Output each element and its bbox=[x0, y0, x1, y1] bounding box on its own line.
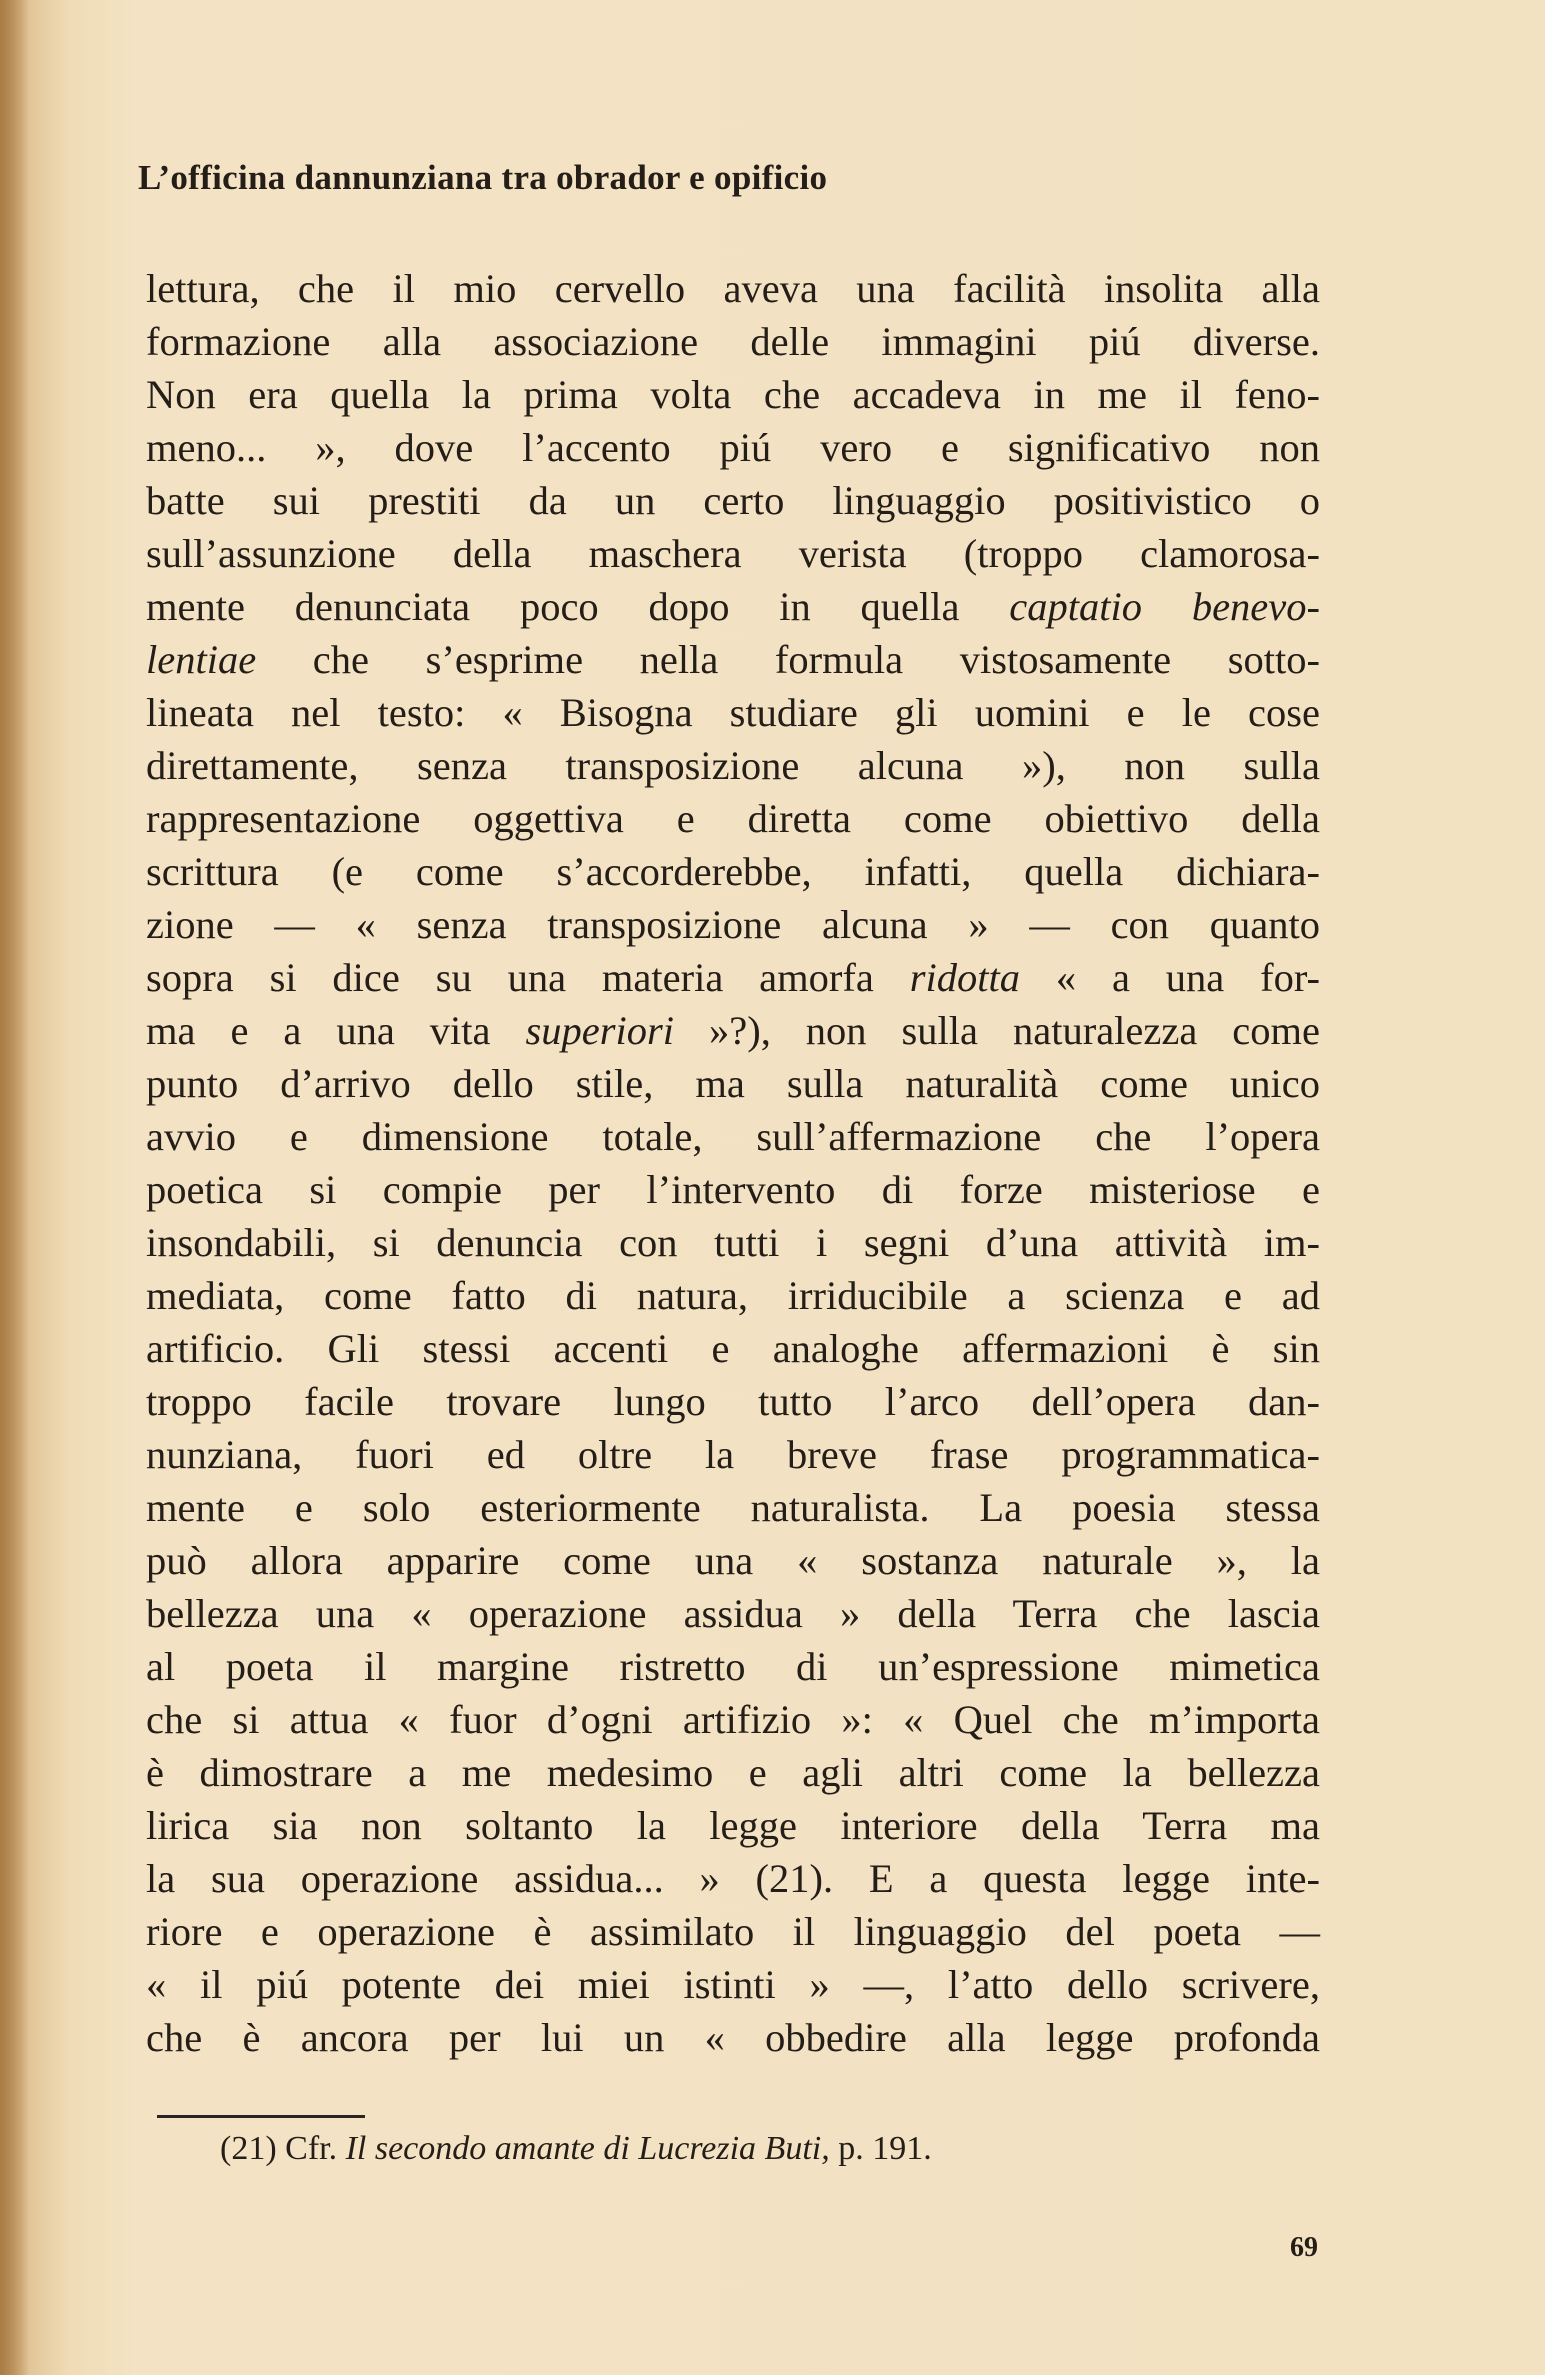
text-segment: « a una for- bbox=[1020, 955, 1320, 1000]
text-line bbox=[146, 421, 1320, 474]
text-line bbox=[146, 1163, 1320, 1216]
text-line bbox=[146, 686, 1320, 739]
text-line bbox=[146, 1428, 1320, 1481]
page-number: 69 bbox=[1290, 2232, 1318, 2263]
text-segment: lirica sia non soltanto la legge interiore della Terra ma bbox=[146, 1803, 1320, 1848]
text-line bbox=[146, 845, 1320, 898]
text-segment: lineata nel testo: « Bisogna studiare gli uomini e le cose bbox=[146, 690, 1320, 735]
text-segment: sopra si dice su una materia amorfa bbox=[146, 955, 910, 1000]
text-line bbox=[146, 739, 1320, 792]
footnote-number: (21) Cfr. bbox=[220, 2130, 338, 2167]
text-segment: sull’assunzione della maschera verista (troppo clamorosa- bbox=[146, 531, 1320, 576]
text-line bbox=[146, 1640, 1320, 1693]
text-line bbox=[146, 1481, 1320, 1534]
text-line bbox=[146, 1057, 1320, 1110]
text-segment: nunziana, fuori ed oltre la breve frase programmatica- bbox=[146, 1432, 1320, 1477]
text-line bbox=[146, 1534, 1320, 1587]
text-segment: è dimostrare a me medesimo e agli altri come la bellezza bbox=[146, 1750, 1320, 1795]
text-line bbox=[146, 633, 1320, 686]
text-line bbox=[146, 1746, 1320, 1799]
footnote-title: Il secondo amante di Lucrezia Buti, bbox=[345, 2130, 830, 2167]
footnote-rule bbox=[157, 2115, 365, 2118]
text-segment: punto d’arrivo dello stile, ma sulla naturalità come unico bbox=[146, 1061, 1320, 1106]
text-line bbox=[146, 951, 1320, 1004]
text-segment: mente e solo esteriormente naturalista. La poesia stessa bbox=[146, 1485, 1320, 1530]
text-segment: mente denunciata poco dopo in quella bbox=[146, 584, 1010, 629]
footnote-page: p. 191. bbox=[838, 2130, 932, 2167]
text-line bbox=[146, 1905, 1320, 1958]
text-segment: zione — « senza transposizione alcuna » — con quanto bbox=[146, 902, 1320, 947]
spine-shadow bbox=[0, 0, 30, 2375]
text-segment: insondabili, si denuncia con tutti i segni d’una attività im- bbox=[146, 1220, 1320, 1265]
text-line bbox=[146, 368, 1320, 421]
text-segment: »?), non sulla naturalezza come bbox=[674, 1008, 1320, 1053]
text-segment: direttamente, senza transposizione alcuna »), non sulla bbox=[146, 743, 1320, 788]
text-segment: che è ancora per lui un « obbedire alla legge profonda bbox=[146, 2015, 1320, 2060]
text-segment: al poeta il margine ristretto di un’espressione mimetica bbox=[146, 1644, 1320, 1689]
text-segment: mediata, come fatto di natura, irriducibile a scienza e ad bbox=[146, 1273, 1320, 1318]
text-segment: che si attua « fuor d’ogni artifizio »: « Quel che m’importa bbox=[146, 1697, 1320, 1742]
text-segment: scrittura (e come s’accorderebbe, infatti, quella dichiara- bbox=[146, 849, 1320, 894]
text-line bbox=[146, 1269, 1320, 1322]
text-segment: rappresentazione oggettiva e diretta come obiettivo della bbox=[146, 796, 1320, 841]
text-segment: troppo facile trovare lungo tutto l’arco dell’opera dan- bbox=[146, 1379, 1320, 1424]
text-line bbox=[146, 1110, 1320, 1163]
text-segment: avvio e dimensione totale, sull’affermazione che l’opera bbox=[146, 1114, 1320, 1159]
text-segment: la sua operazione assidua... » (21). E a questa legge inte- bbox=[146, 1856, 1320, 1901]
text-segment: formazione alla associazione delle immagini piú diverse. bbox=[146, 319, 1320, 364]
text-line bbox=[146, 580, 1320, 633]
text-line bbox=[146, 527, 1320, 580]
text-line bbox=[146, 474, 1320, 527]
text-line bbox=[146, 315, 1320, 368]
body-text bbox=[146, 262, 1320, 2064]
text-line bbox=[146, 1375, 1320, 1428]
text-segment: meno... », dove l’accento piú vero e significativo non bbox=[146, 425, 1320, 470]
text-line bbox=[146, 1004, 1320, 1057]
text-line bbox=[146, 1322, 1320, 1375]
text-segment: « il piú potente dei miei istinti » —, l’atto dello scrivere, bbox=[146, 1962, 1320, 2007]
text-line bbox=[146, 2011, 1320, 2064]
text-line bbox=[146, 262, 1320, 315]
running-head: L’officina dannunziana tra obrador e opificio bbox=[138, 158, 828, 197]
text-line bbox=[146, 1799, 1320, 1852]
text-line bbox=[146, 898, 1320, 951]
text-line bbox=[146, 1958, 1320, 2011]
text-segment: ma e a una vita bbox=[146, 1008, 526, 1053]
footnote bbox=[220, 2130, 1220, 2168]
italic-phrase: ridotta bbox=[909, 955, 1020, 1000]
text-line bbox=[146, 1587, 1320, 1640]
text-segment: può allora apparire come una « sostanza naturale », la bbox=[146, 1538, 1320, 1583]
text-segment: Non era quella la prima volta che accadeva in me il feno- bbox=[146, 372, 1320, 417]
italic-phrase: captatio benevo- bbox=[1009, 584, 1320, 629]
text-segment: riore e operazione è assimilato il linguaggio del poeta — bbox=[146, 1909, 1320, 1954]
text-line bbox=[146, 1693, 1320, 1746]
italic-phrase: lentiae bbox=[146, 637, 257, 682]
italic-phrase: superiori bbox=[525, 1008, 675, 1053]
text-line bbox=[146, 1852, 1320, 1905]
text-segment: artificio. Gli stessi accenti e analoghe affermazioni è sin bbox=[146, 1326, 1320, 1371]
text-line bbox=[146, 792, 1320, 845]
text-segment: lettura, che il mio cervello aveva una facilità insolita alla bbox=[146, 266, 1320, 311]
text-line bbox=[146, 1216, 1320, 1269]
text-segment: poetica si compie per l’intervento di forze misteriose e bbox=[146, 1167, 1320, 1212]
text-segment: bellezza una « operazione assidua » della Terra che lascia bbox=[146, 1591, 1320, 1636]
text-segment: che s’esprime nella formula vistosamente sotto- bbox=[256, 637, 1320, 682]
text-segment: batte sui prestiti da un certo linguaggio positivistico o bbox=[146, 478, 1320, 523]
